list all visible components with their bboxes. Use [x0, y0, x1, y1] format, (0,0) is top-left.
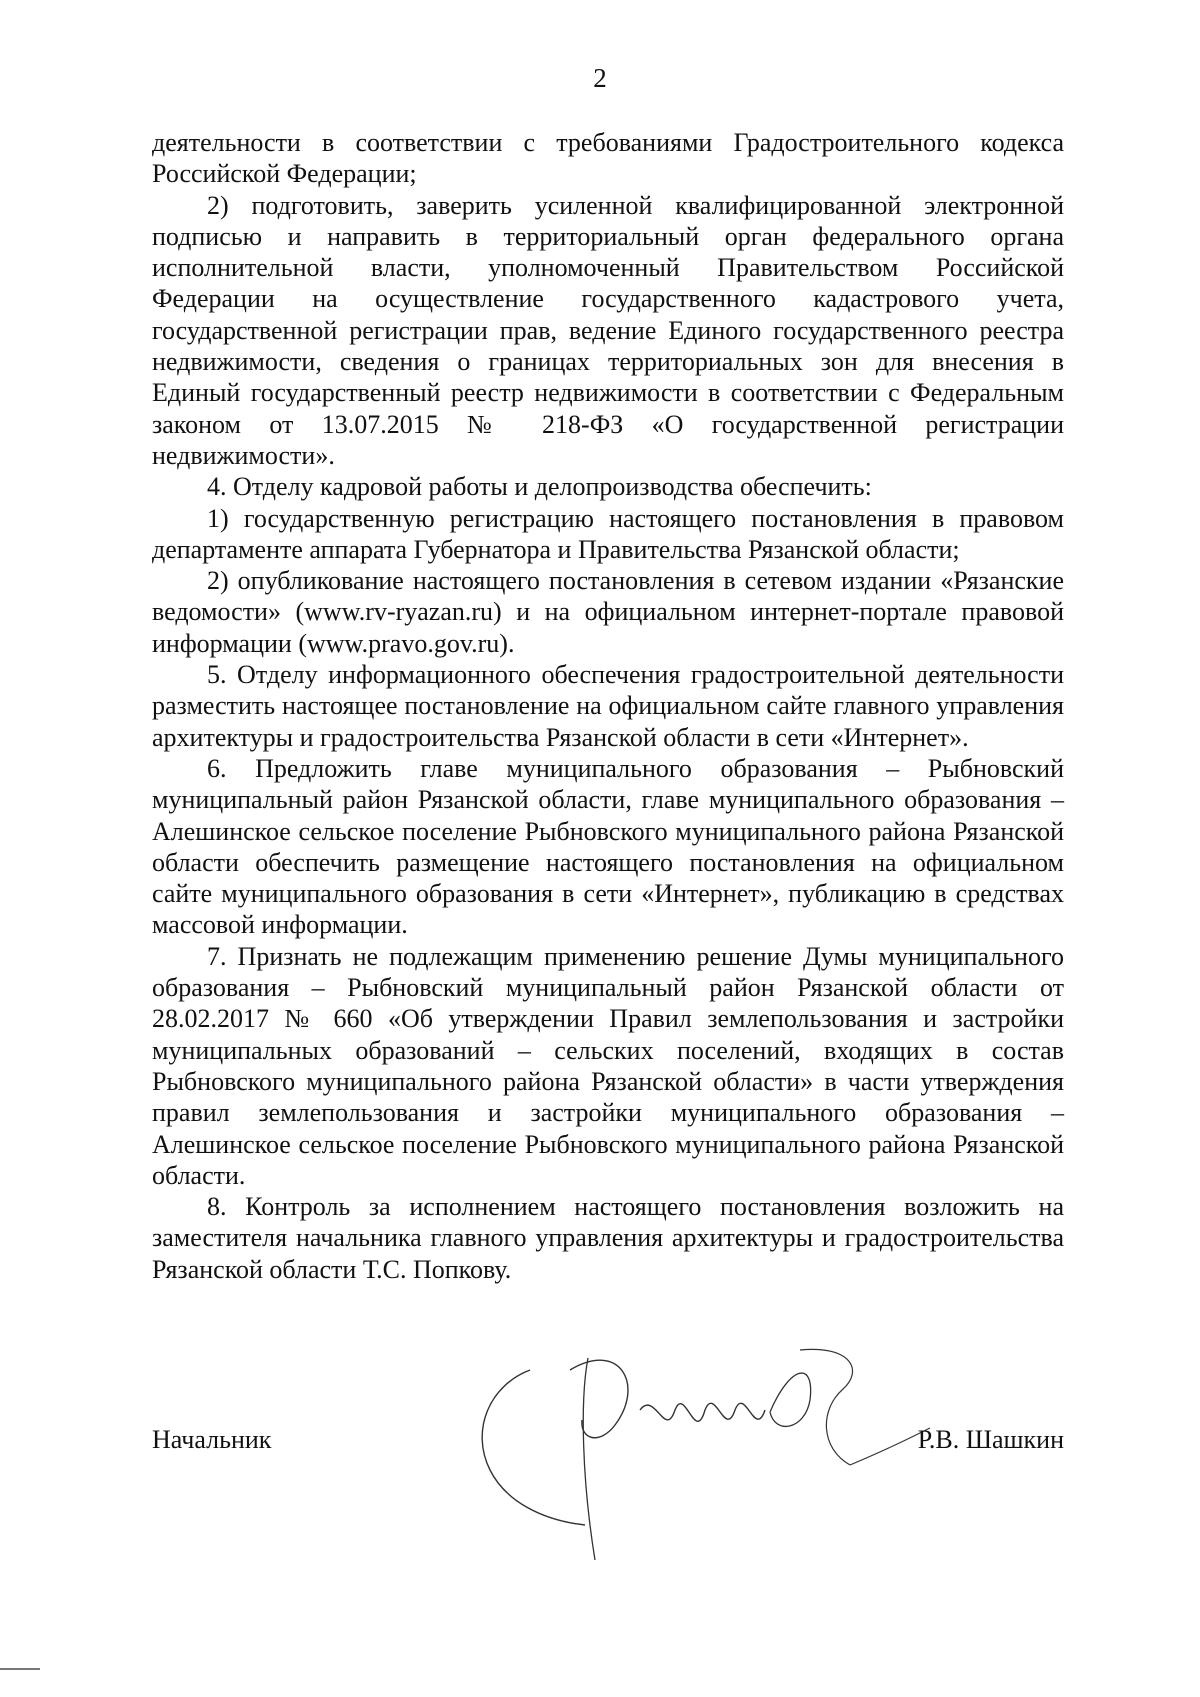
signatory-name: Р.В. Шашкин [917, 1425, 1064, 1454]
document-body [152, 127, 1064, 1285]
paragraph-subitem-2: 2) подготовить, заверить усиленной квалифицированной электронной подписью и направить в территориальный орган федерального органа исполнительной власти, уполномоченный Правительством Российской Федерации на осуществление государственного кадастрового учета, государственной регистрации прав, ведение Единого государственного реестра недвижимости, сведения о границах территориальных зон для внесения в Единый государственный реестр недвижимости в соответствии с Федеральным законом от 13.07.2015 № 218-ФЗ «О государственной регистрации недвижимости». [152, 190, 1064, 470]
paragraph-item-4-2: 2) опубликование настоящего постановления в сетевом издании «Рязанские ведомости» (www.rv-ryazan.ru) и на официальном интернет-портале правовой информации (www.pravo.gov.ru). [152, 566, 1064, 658]
signatory-position: Начальник [152, 1425, 272, 1454]
paragraph-item-4-1: 1) государственную регистрацию настоящего постановления в правовом департаменте аппарата Губернатора и Правительства Рязанской области; [152, 503, 1064, 564]
paragraph-item-4: 4. Отделу кадровой работы и делопроизводства обеспечить: [207, 472, 872, 502]
paragraph-item-7: 7. Признать не подлежащим применению решение Думы муниципального образования – Рыбновский муниципальный район Рязанской области от 28.02.2017 № 660 «Об утверждении Правил землепользования и застройки муниципальных образований – сельских поселений, входящих в состав Рыбновского муниципального района Рязанской области» в части утверждения правил землепользования и застройки муниципального образования – Алешинское сельское поселение Рыбновского муниципального района Рязанской области. [152, 941, 1064, 1190]
paragraph-continuation: деятельности в соответствии с требованиями Градостроительного кодекса Российской Федерации; [152, 128, 1064, 189]
signature-block [152, 1424, 1064, 1464]
paragraph-item-6: 6. Предложить главе муниципального образования – Рыбновский муниципальный район Рязанской области, главе муниципального образования – Алешинское сельское поселение Рыбновского муниципального района Рязанской области обеспечить размещение настоящего постановления на официальном сайте муниципального образования в сети «Интернет», публикацию в средствах массовой информации. [152, 753, 1064, 940]
paragraph-item-5: 5. Отделу информационного обеспечения градостроительной деятельности разместить настоящее постановление на официальном сайте главного управления архитектуры и градостроительства Рязанской области в сети «Интернет». [152, 660, 1064, 752]
page-number: 2 [593, 63, 607, 93]
corner-mark [0, 1668, 40, 1670]
paragraph-item-8: 8. Контроль за исполнением настоящего постановления возложить на заместителя начальника главного управления архитектуры и градостроительства Рязанской области Т.С. Попкову. [152, 1192, 1064, 1284]
